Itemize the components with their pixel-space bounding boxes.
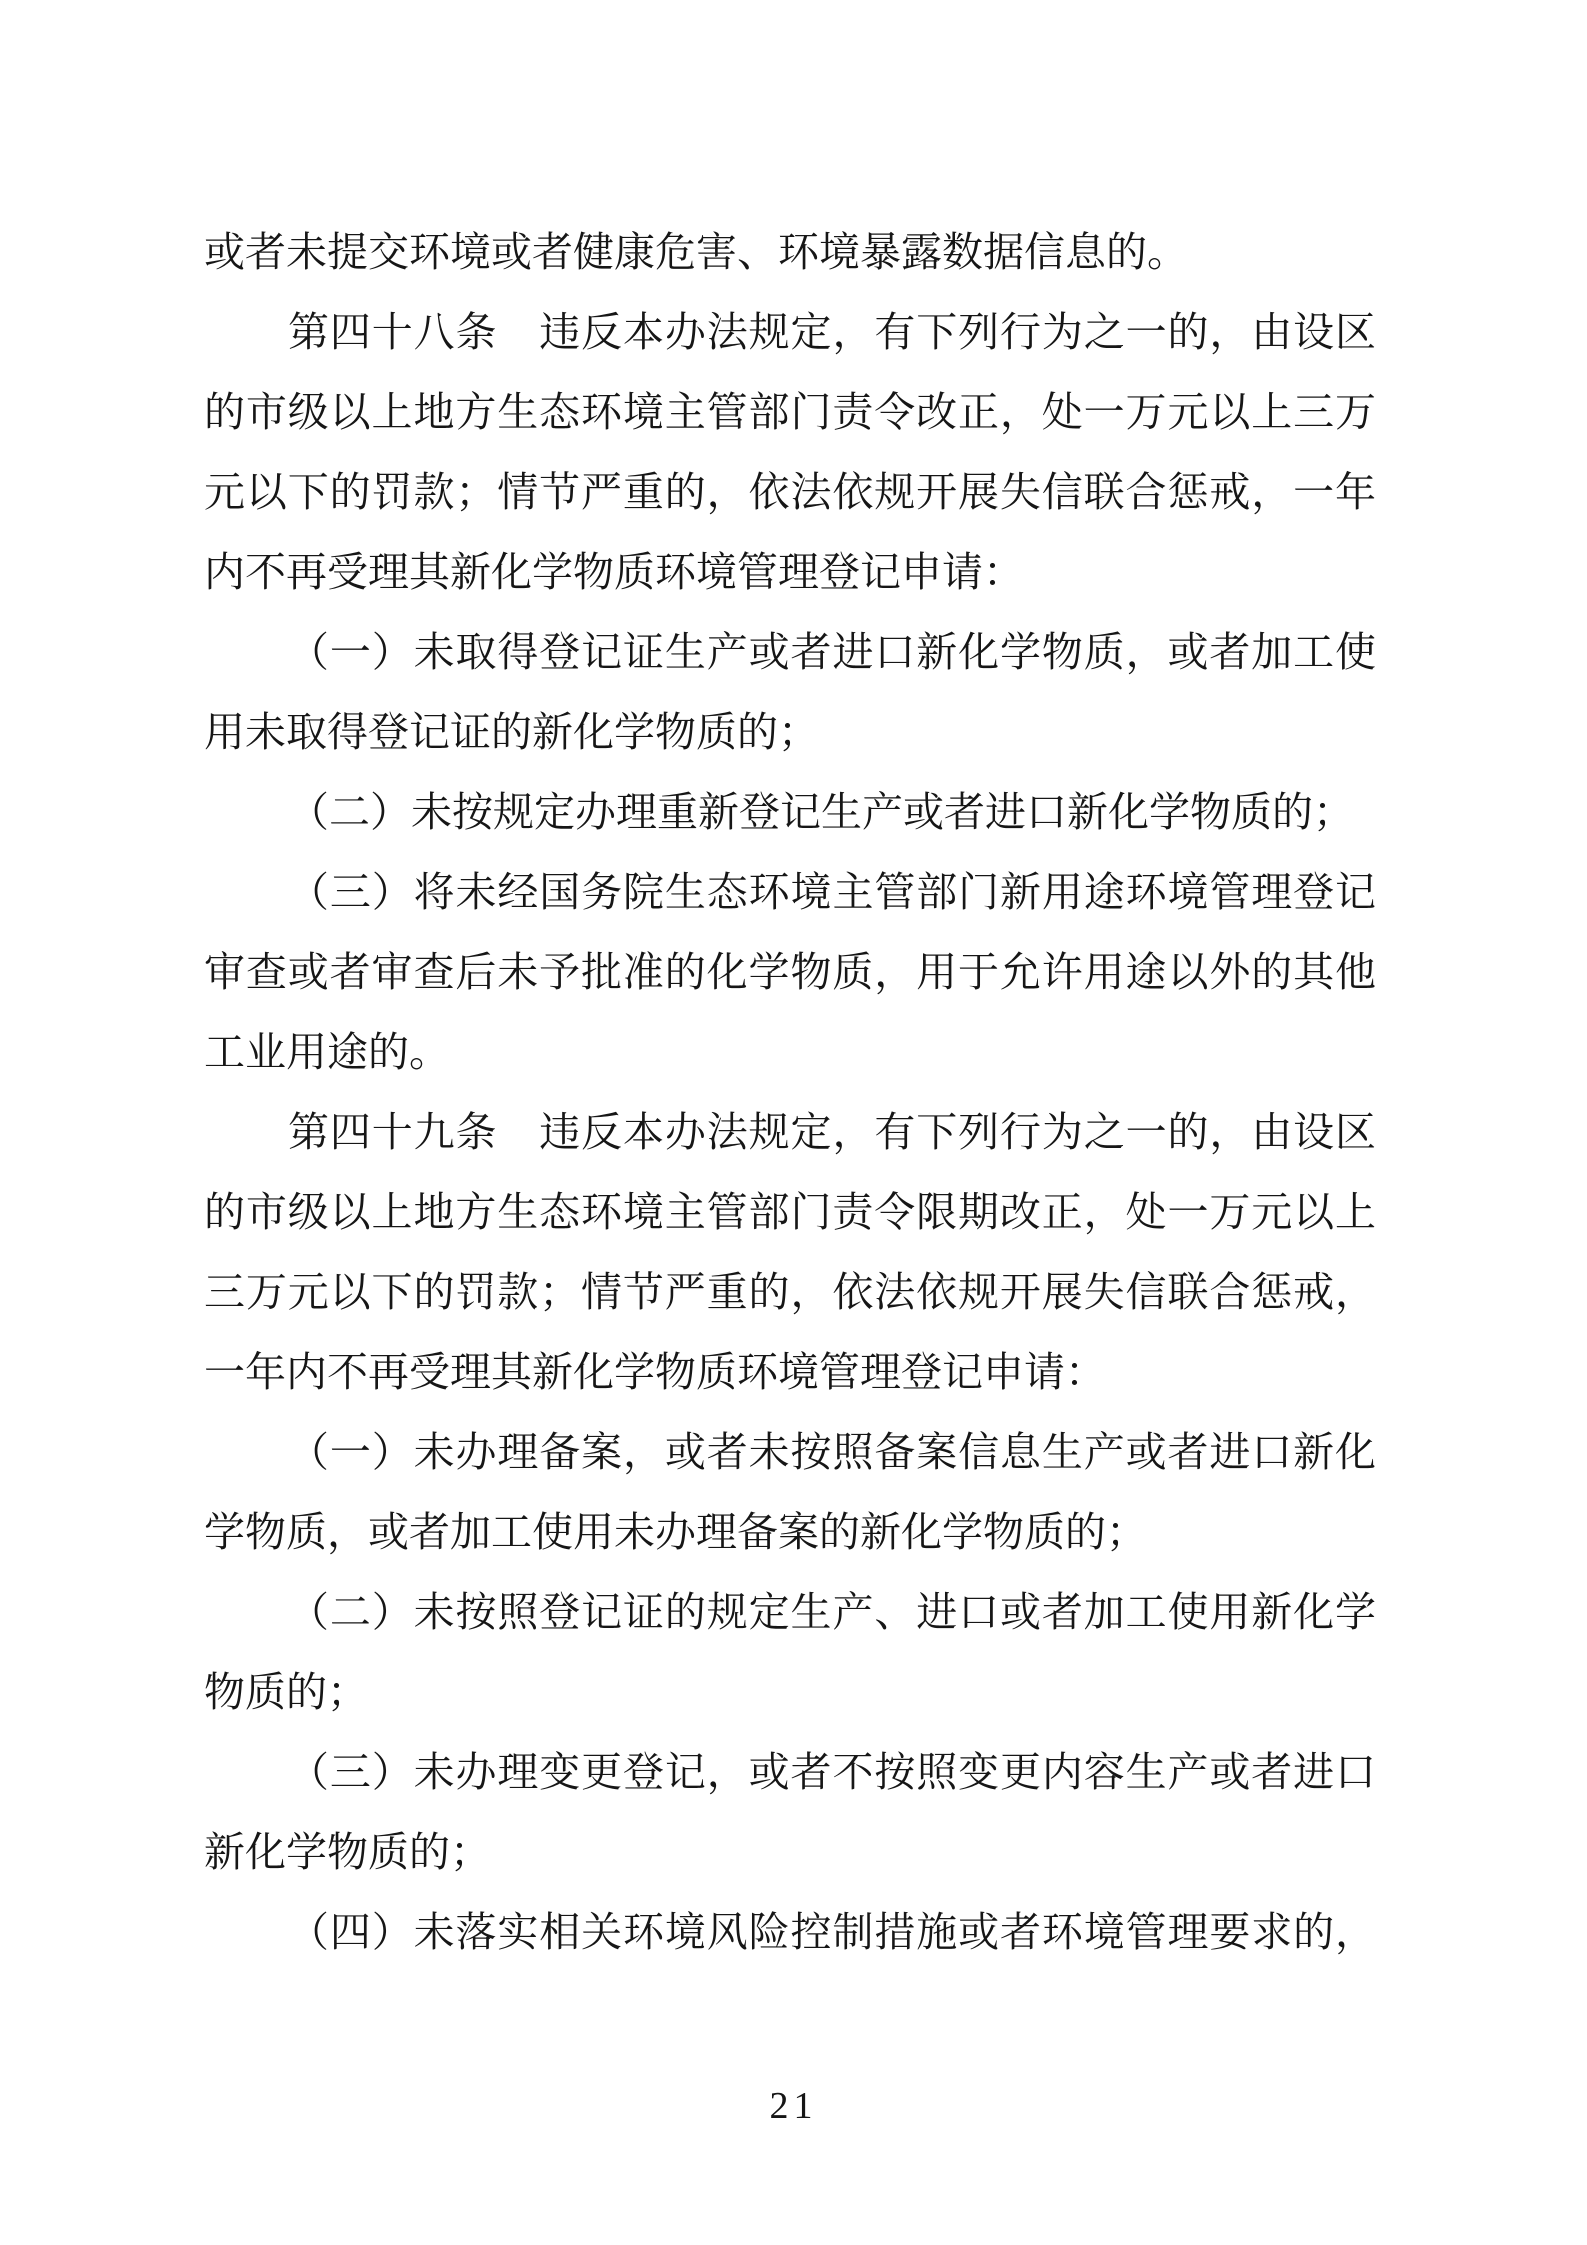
item-3-line: （三）将未经国务院生态环境主管部门新用途环境管理登记 — [288, 869, 1376, 915]
text-line: 审查或者审查后未予批准的化学物质，用于允许用途以外的其他 — [204, 949, 1376, 995]
text-line: 内不再受理其新化学物质环境管理登记申请： — [204, 549, 1024, 595]
article-49-heading: 第四十九条 违反本办法规定，有下列行为之一的，由设区 — [288, 1109, 1376, 1155]
text-line: 工业用途的。 — [204, 1029, 450, 1075]
text-line: 学物质，或者加工使用未办理备案的新化学物质的； — [204, 1509, 1147, 1555]
item-4-line: （四）未落实相关环境风险控制措施或者环境管理要求的， — [288, 1909, 1376, 1955]
text-line: 一年内不再受理其新化学物质环境管理登记申请： — [204, 1349, 1106, 1395]
text-line: 元以下的罚款；情节严重的，依法依规开展失信联合惩戒，一年 — [204, 469, 1376, 515]
item-3-line: （三）未办理变更登记，或者不按照变更内容生产或者进口 — [288, 1749, 1376, 1795]
text-line: 三万元以下的罚款；情节严重的，依法依规开展失信联合惩戒， — [204, 1269, 1376, 1315]
text-line: 的市级以上地方生态环境主管部门责令限期改正，处一万元以上 — [204, 1189, 1376, 1235]
page-number: 21 — [769, 2085, 818, 2127]
text-line: 的市级以上地方生态环境主管部门责令改正，处一万元以上三万 — [204, 389, 1376, 435]
item-2-line: （二）未按照登记证的规定生产、进口或者加工使用新化学 — [288, 1589, 1376, 1635]
text-line: 用未取得登记证的新化学物质的； — [204, 709, 819, 755]
article-48-heading: 第四十八条 违反本办法规定，有下列行为之一的，由设区 — [288, 309, 1376, 355]
text-line: 物质的； — [204, 1669, 368, 1715]
item-1-line: （一）未办理备案，或者未按照备案信息生产或者进口新化 — [288, 1429, 1376, 1475]
text-block — [204, 212, 1376, 1972]
item-1-line: （一）未取得登记证生产或者进口新化学物质，或者加工使 — [288, 629, 1376, 675]
text-line: 或者未提交环境或者健康危害、环境暴露数据信息的。 — [204, 229, 1188, 275]
item-2-line: （二）未按规定办理重新登记生产或者进口新化学物质的； — [288, 789, 1354, 835]
text-line: 新化学物质的； — [204, 1829, 491, 1875]
